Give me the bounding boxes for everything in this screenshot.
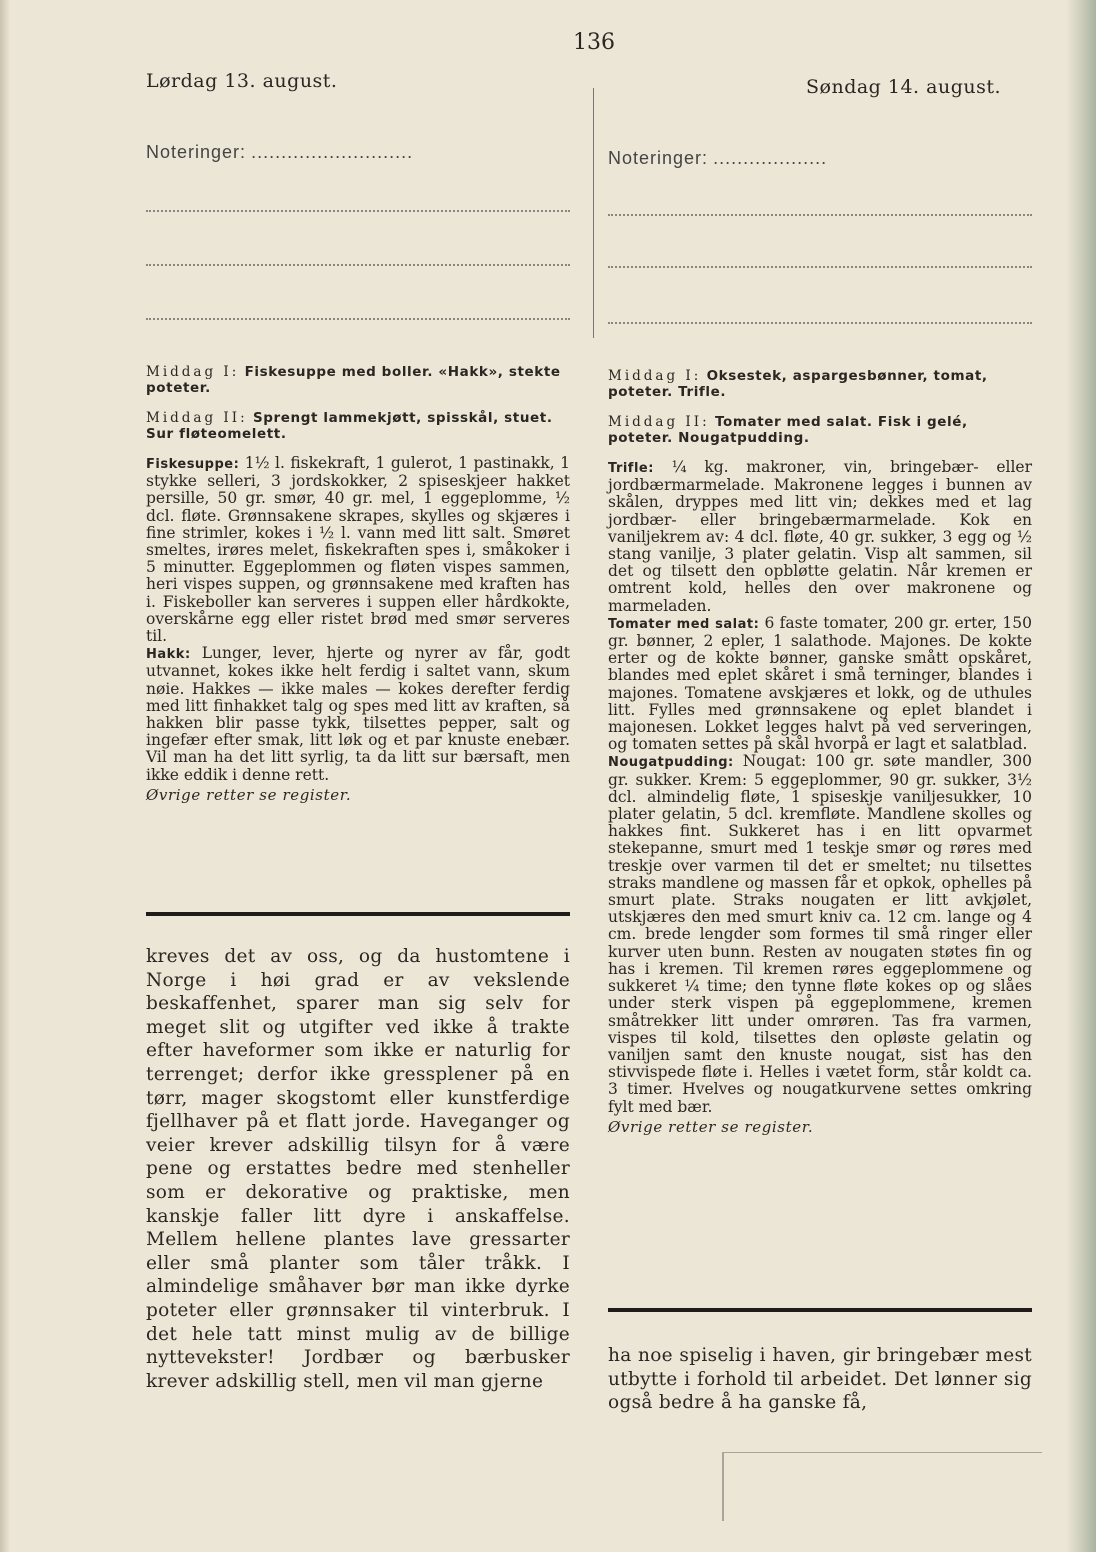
left-notes-dots: ...........................: [251, 142, 414, 162]
recipe-trifle-text: ¼ kg. makroner, vin, bringebær- eller jordbærmarmelade. Makronene legges i bunnen av skålen, dryppes med litt vin; dekkes med et lag jordbær- eller bringebærmarmelade. Kok en vaniljekrem av: 4 dcl. fløte, 40 gr. sukker, 3 egg og ½ stang vanilje, 3 plater gelatin. Visp alt sammen, sil det og tilsett den opbløtte gelatin. Når kremen er omtrent kold, helles den over makronene og marmeladen.: [608, 458, 1032, 615]
left-middag-2-text: Sprengt lammekjøtt, spisskål, stuet. Sur fløteomelett.: [146, 410, 553, 442]
right-note-line-3: [608, 322, 1032, 324]
right-note-line-2: [608, 266, 1032, 268]
left-middag-1-label: Middag I:: [146, 364, 240, 380]
column-divider: [593, 88, 594, 338]
recipe-nougatpudding-text: Nougat: 100 gr. søte mandler, 300 gr. sukker. Krem: 5 eggeplommer, 90 gr. sukker, 3½ dcl. almindelig fløte, 1 spiseskje vaniljesukker, 10 plater gelatin, 5 dcl. kremfløte. Mandlene skolles og hakkes fint. Sukkeret has i en litt opvarmet stekepanne, smurt med 1 teskje smør og røres med treskje over varmen til det er smeltet; nu tilsettes straks mandlene og massen får et opkok, ophelles på smurt plate. Straks nougaten er litt avkjølet, utskjæres den med smurt kniv ca. 12 cm. lange og 4 cm. brede lengder som formes til små ringer eller kurver uten bunn. Resten av nougaten støtes fin og has i kremen. Til kremen røres eggeplommene og sukkeret ¼ time; den tynne fløte kokes op og slåes under sterk vispen på eggeplommene, kremen småtrekker litt under omrøren. Tas fra varmen, vispes til kold, tilsettes den opløste gelatin og vaniljen samt den knuste nougat, sist has den stivvispede fløte i. Helles i vætet form, står koldt ca. 3 timer. Hvelves og nougatkurvene settes omkring fylt med bær.: [608, 752, 1032, 1116]
left-day-title: Lørdag 13. august.: [146, 70, 338, 92]
recipe-fiskesuppe-text: 1½ l. fiskekraft, 1 gulerot, 1 pastinakk, 1 stykke selleri, 3 jordskokker, 2 spiseskjeer hakket persille, 50 gr. smør, 40 gr. mel, 1 eggeplomme, ½ dcl. fløte. Grønnsakene skrapes, skylles og skjæres i fine strimler, kokes i ½ l. vann med litt salt. Smøret smeltes, irøres melet, fiskekraften spes i, småkoker i 5 minutter. Eggeplommen og fløten vispes sammen, heri vispes suppen, og grønnsakene med kraften has i. Fiskeboller kan serveres i suppen eller hårdkokte, overskårne egg eller ristet brød med smør serveres til.: [146, 454, 570, 646]
left-column: [146, 70, 570, 92]
right-notes-dots: ...................: [713, 148, 828, 168]
recipe-tomater-name: Tomater med salat:: [608, 616, 760, 632]
right-notes-label: Noteringer:: [608, 148, 709, 168]
right-note-line-1: [608, 214, 1032, 216]
scan-right-edge: [1066, 0, 1096, 1552]
scan-left-edge: [0, 0, 10, 1552]
recipe-fiskesuppe-name: Fiskesuppe:: [146, 457, 240, 472]
right-day-header: [806, 76, 1036, 98]
recipe-hakk-text: Lunger, lever, hjerte og nyrer av får, godt utvannet, kokes ikke helt ferdig i saltet vann, skum nøie. Hakkes — ikke males — kokes derefter ferdig med litt finhakket talg og spes med litt av kraften, så hakken blir passe tykk, tilsettes pepper, salt og ingefær efter smak, litt løk og et par knuste enebær. Vil man ha det litt syrlig, ta da litt sur bærsaft, men ikke eddik i denne rett.: [146, 644, 570, 784]
left-notes: [146, 142, 570, 163]
page-number: 136: [573, 30, 615, 55]
left-middag-1: [146, 364, 570, 396]
right-recipes: [608, 459, 1032, 1136]
left-other-dishes: Øvrige retter se register.: [146, 785, 352, 804]
right-middag-1-label: Middag I:: [608, 368, 702, 384]
recipe-hakk: [146, 645, 570, 784]
scan-artifact-box: [722, 1452, 1042, 1521]
right-notes: [608, 148, 1032, 169]
left-middag-2-label: Middag II:: [146, 410, 248, 426]
recipe-hakk-name: Hakk:: [146, 647, 191, 663]
right-middag-2-text: Tomater med salat. Fisk i gelé, poteter. Nougatpudding.: [608, 414, 968, 446]
left-note-line-1: [146, 210, 570, 212]
right-middag-1: [608, 368, 1032, 400]
left-rule: [146, 912, 570, 916]
left-body-text: kreves det av oss, og da hustomtene i Norge i høi grad er av vekslende beskaffenhet, sparer man sig selv for meget slit og utgifter ved ikke å trakte efter haveformer som ikke er naturlig for terrenget; derfor ikke gressplener på en tørr, mager skogstomt eller kunstferdige fjellhaver på et flatt jorde. Haveganger og veier krever adskillig tilsyn for å være pene og erstattes bedre med stenheller som er dekorative og praktiske, men kanskje faller litt dyre i anskaffelse. Mellem hellene plantes lave gressarter eller små planter som tåler tråkk. I almindelige småhaver bør man ikke dyrke poteter eller grønnsaker til vinterbruk. I det hele tatt minst mulig av de billige nyttevekster! Jordbær og bærbusker krever adskillig stell, men vil man gjerne: [146, 946, 570, 1392]
right-rule: [608, 1308, 1032, 1312]
right-middag-2-label: Middag II:: [608, 414, 710, 430]
recipe-tomater: [608, 615, 1032, 754]
left-note-line-3: [146, 318, 570, 320]
recipe-trifle: [608, 459, 1032, 615]
right-other-dishes: Øvrige retter se register.: [608, 1117, 814, 1136]
recipe-nougatpudding: [608, 753, 1032, 1115]
right-middag-2: [608, 414, 1032, 446]
left-recipes: [146, 455, 570, 804]
recipe-fiskesuppe: [146, 455, 570, 645]
recipe-nougatpudding-name: Nougatpudding:: [608, 755, 734, 771]
recipe-trifle-name: Trifle:: [608, 461, 654, 476]
right-body-text: ha noe spiselig i haven, gir bringebær mest utbytte i forhold til arbeidet. Det lønner sig også bedre å ha ganske få,: [608, 1345, 1032, 1414]
recipe-tomater-text: 6 faste tomater, 200 gr. erter, 150 gr. bønner, 2 epler, 1 salathode. Majones. De kokte erter og de kokte bønner, ganske smått opskåret, blandes med eplet skåret i små terninger, blandes i majones. Tomatene avskjæres et lokk, og de uthules litt. Fylles med grønnsakene og eplet blandet i majonesen. Lokket legges halvt på ved serveringen, og tomaten settes på skål hvorpå er lagt et salatblad.: [608, 613, 1032, 754]
left-notes-label: Noteringer:: [146, 142, 247, 162]
left-middag-1-text: Fiskesuppe med boller. «Hakk», stekte poteter.: [146, 364, 561, 396]
right-middag-1-text: Oksestek, aspargesbønner, tomat, poteter. Trifle.: [608, 368, 988, 400]
right-day-title: Søndag 14. august.: [806, 76, 1002, 98]
left-middag-2: [146, 410, 570, 442]
left-note-line-2: [146, 264, 570, 266]
